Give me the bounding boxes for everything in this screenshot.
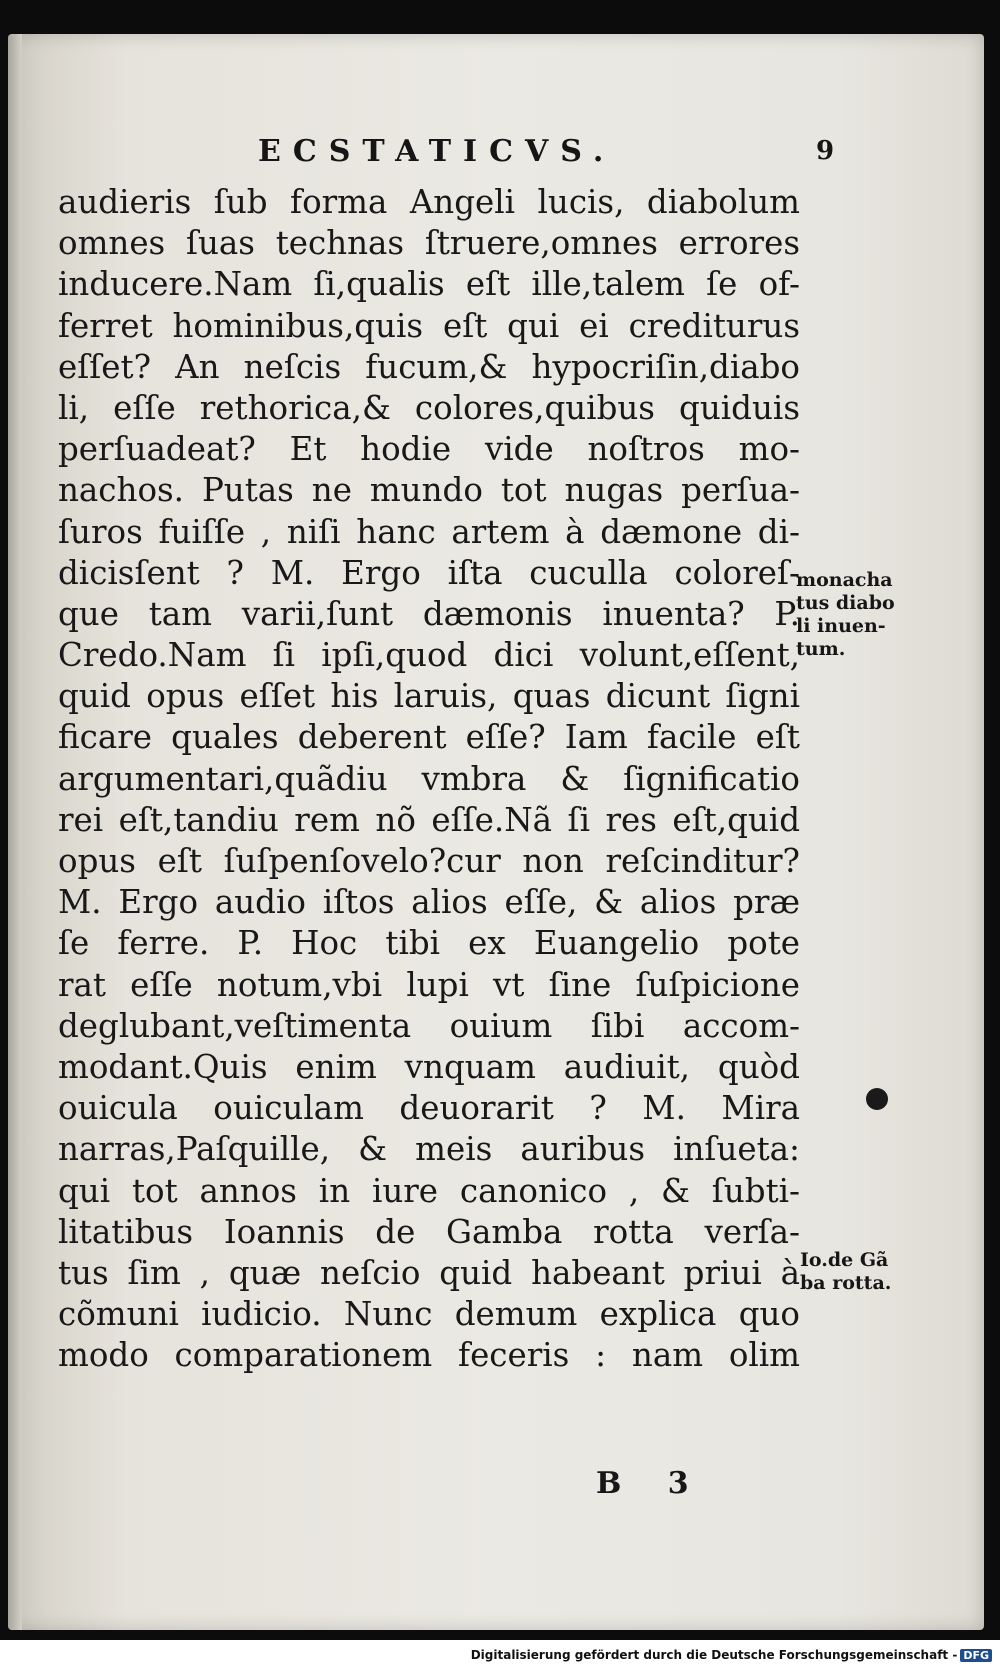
signature-mark: B 3 xyxy=(596,1466,707,1501)
text-line: inducere.Nam ſi,qualis eſt ille,talem ſe of- xyxy=(58,265,800,304)
text-line: quid opus eſſet his laruis, quas dicunt ſigni xyxy=(58,677,800,716)
text-line: perſuadeat? Et hodie vide noſtros mo- xyxy=(58,430,800,469)
page-gutter-shadow xyxy=(8,34,22,1630)
text-line: dicisſent ? M. Ergo iſta cuculla coloreſ- xyxy=(58,553,800,592)
margin-note-monachatus xyxy=(796,569,895,661)
text-line: eſſet? An neſcis fucum,& hypocriſin,diabo xyxy=(58,347,800,386)
text-line: narras,Paſquille, & meis auribus inſueta: xyxy=(58,1130,800,1169)
margin-note-line: Io.de Gã xyxy=(800,1249,889,1271)
text-line: cõmuni iudicio. Nunc demum explica quo xyxy=(58,1295,800,1334)
text-line: opus eſt ſuſpenſovelo?cur non reſcinditur? xyxy=(58,842,800,880)
text-line: Credo.Nam ſi ipſi,quod dici volunt,eſſent, xyxy=(58,636,800,675)
text-line: deglubant,veſtimenta ouium ſibi accom- xyxy=(58,1006,800,1045)
text-line: ouicula ouiculam deuorarit ? M. Mira xyxy=(58,1089,800,1128)
margin-note-line: ba rotta. xyxy=(800,1272,892,1294)
text-line: nachos. Putas ne mundo tot nugas perſua- xyxy=(58,471,800,510)
margin-note-line: li inuen- xyxy=(796,615,886,637)
text-line: modant.Quis enim vnquam audiuit, quòd xyxy=(58,1047,800,1086)
text-line: ferret hominibus,quis eſt qui ei crediturus xyxy=(58,306,800,345)
text-line: tus ſim , quæ neſcio quid habeant priui à xyxy=(58,1253,800,1292)
digitization-credit xyxy=(471,1648,992,1662)
ink-blot xyxy=(866,1088,888,1110)
text-line: M. Ergo audio iſtos alios eſſe, & alios præ xyxy=(58,883,800,922)
dfg-logo: DFG xyxy=(960,1649,992,1662)
text-line: li, eſſe rethorica,& colores,quibus quiduis xyxy=(58,388,800,427)
text-line: rei eſt,tandiu rem nõ eſſe.Nã ſi res eſt,quid xyxy=(58,800,800,839)
margin-note-line: monacha xyxy=(796,569,893,591)
text-line: modo comparationem feceris : nam olim xyxy=(58,1336,800,1375)
margin-note-line: tus diabo xyxy=(796,592,895,614)
text-line: audieris ſub forma Angeli lucis, diabolum xyxy=(58,183,800,221)
running-head-title: ECSTATICVS. xyxy=(258,134,616,169)
margin-note-gamba-rotta xyxy=(800,1249,891,1295)
text-line: rat eſſe notum,vbi lupi vt ſine ſuſpicione xyxy=(58,965,800,1004)
margin-note-line: tum. xyxy=(796,638,846,660)
credit-text: Digitalisierung gefördert durch die Deutsche Forschungsgemeinschaft - xyxy=(470,1648,958,1662)
text-line: argumentari,quãdiu vmbra & ſignificatio xyxy=(58,759,800,798)
text-line: litatibus Ioannis de Gamba rotta verſa- xyxy=(58,1212,800,1251)
text-line: qui tot annos in iure canonico , & ſubti- xyxy=(58,1171,800,1210)
text-line: ficare quales deberent eſſe? Iam facile eſt xyxy=(58,718,800,757)
text-line: ſe ferre. P. Hoc tibi ex Euangelio pote xyxy=(58,924,800,963)
text-line: ſuros fuiſſe , niſi hanc artem à dæmone di- xyxy=(58,512,800,551)
page-number: 9 xyxy=(816,136,835,166)
text-line: que tam varii,ſunt dæmonis inuenta? P. xyxy=(58,594,800,633)
text-line: omnes ſuas technas ſtruere,omnes errores xyxy=(58,224,800,263)
book-page xyxy=(8,34,984,1630)
body-text xyxy=(58,182,800,1376)
